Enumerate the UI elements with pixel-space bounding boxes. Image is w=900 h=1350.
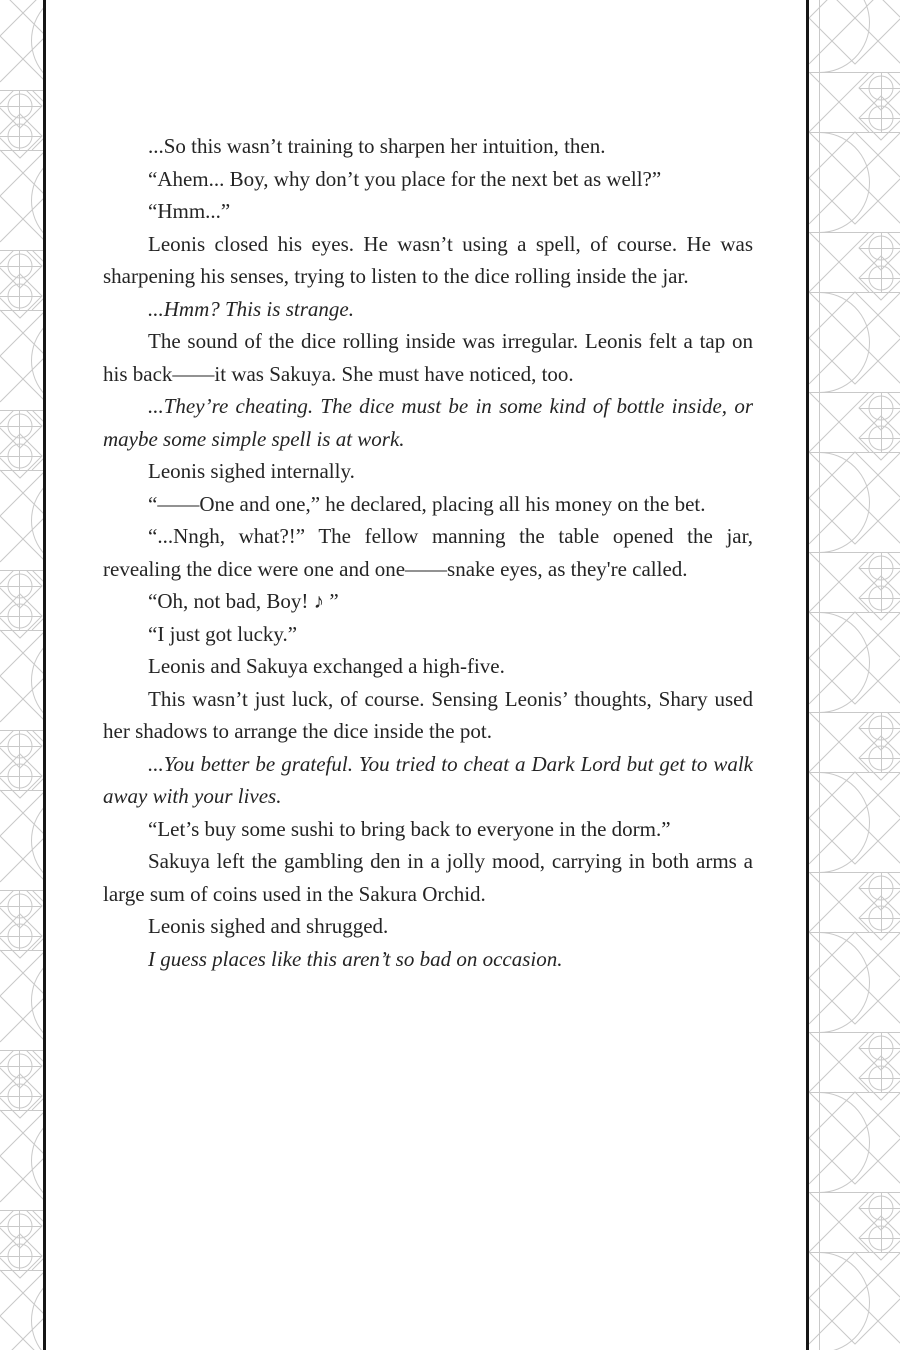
paragraph: Leonis sighed and shrugged. bbox=[148, 914, 389, 938]
right-border-pattern-decoration bbox=[809, 0, 900, 1350]
paragraph: I guess places like this aren’t so bad on occasion. bbox=[148, 946, 563, 971]
paragraph: The sound of the dice rolling inside was irregular. Leonis felt a tap on his back——it was Sakuya. She must have noticed, too. bbox=[103, 329, 753, 386]
paragraph: “Oh, not bad, Boy! ♪ ” bbox=[148, 589, 339, 613]
paragraph: ...So this wasn’t training to sharpen her intuition, then. bbox=[148, 134, 606, 158]
body-text bbox=[103, 130, 753, 975]
paragraph: “Ahem... Boy, why don’t you place for the next bet as well?” bbox=[148, 166, 662, 191]
page-content-area bbox=[46, 0, 806, 1350]
paragraph: ...You better be grateful. You tried to cheat a Dark Lord but get to walk away with your lives. bbox=[103, 751, 753, 808]
paragraph: Leonis closed his eyes. He wasn’t using a spell, of course. He was sharpening his senses, trying to listen to the dice rolling inside the jar. bbox=[103, 231, 753, 288]
paragraph: ...They’re cheating. The dice must be in some kind of bottle inside, or maybe some simple spell is at work. bbox=[103, 394, 753, 451]
paragraph: “Let’s buy some sushi to bring back to everyone in the dorm.” bbox=[148, 816, 671, 841]
paragraph: Sakuya left the gambling den in a jolly mood, carrying in both arms a large sum of coins used in the Sakura Orchid. bbox=[103, 849, 753, 906]
paragraph: ...Hmm? This is strange. bbox=[148, 296, 354, 321]
paragraph: “I just got lucky.” bbox=[148, 621, 298, 646]
right-frame-rule bbox=[806, 0, 809, 1350]
paragraph: This wasn’t just luck, of course. Sensing Leonis’ thoughts, Shary used her shadows to arrange the dice inside the pot. bbox=[103, 686, 753, 743]
paragraph: “Hmm...” bbox=[148, 199, 231, 223]
paragraph: Leonis and Sakuya exchanged a high-five. bbox=[148, 654, 505, 678]
left-border-pattern-decoration bbox=[0, 0, 43, 1350]
paragraph: “...Nngh, what?!” The fellow manning the table opened the jar, revealing the dice were one and one——snake eyes, as they're called. bbox=[103, 524, 753, 581]
paragraph: Leonis sighed internally. bbox=[148, 459, 355, 483]
paragraph: “——One and one,” he declared, placing all his money on the bet. bbox=[148, 491, 706, 516]
